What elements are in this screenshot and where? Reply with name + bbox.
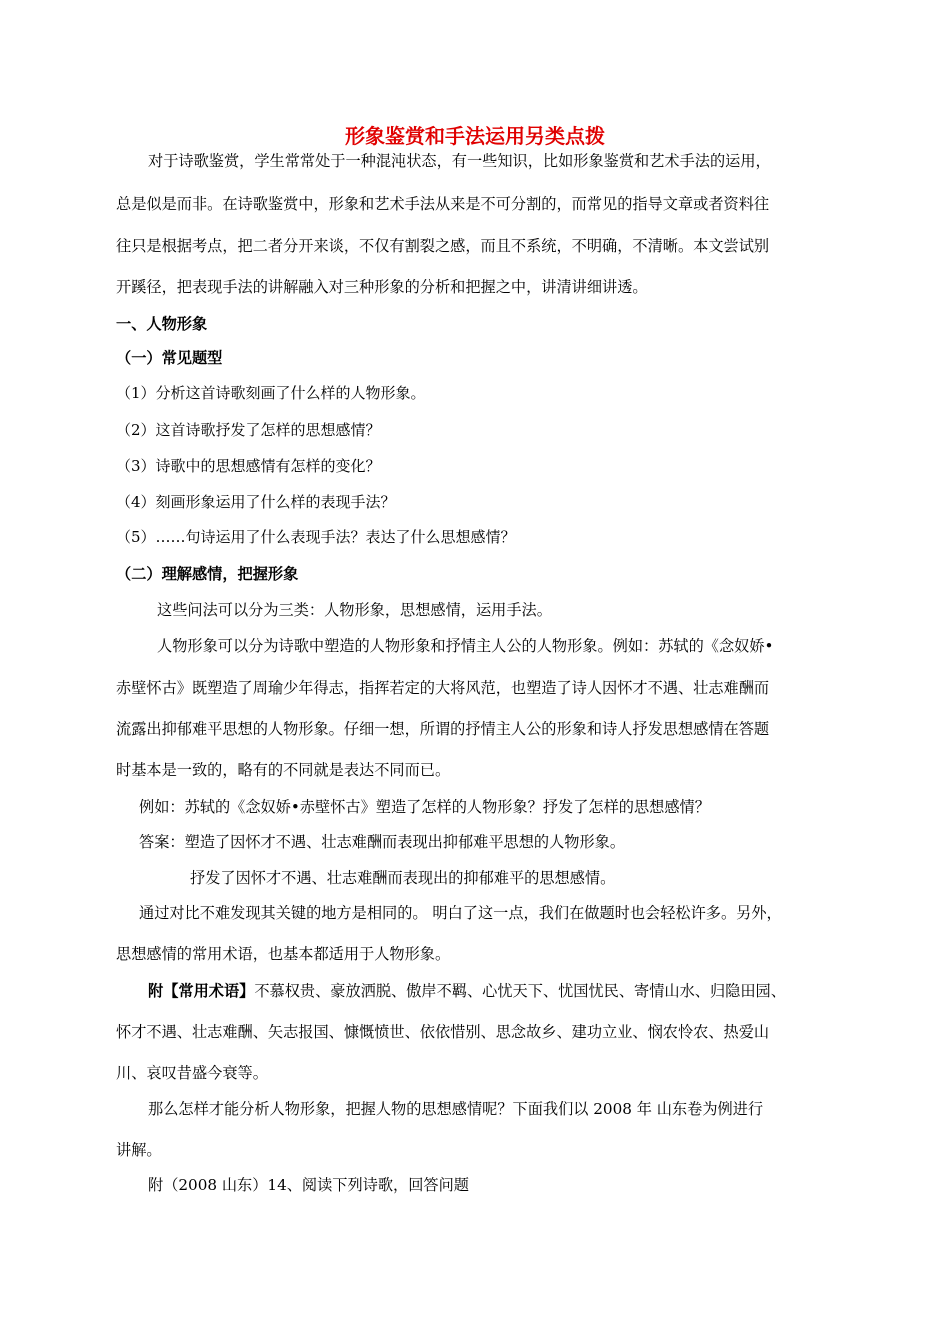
paragraph-line: 人物形象可以分为诗歌中塑造的人物形象和抒情主人公的人物形象。例如：苏轼的《念奴娇• [157,637,774,655]
paragraph-line: 这些问法可以分为三类：人物形象，思想感情，运用手法。 [157,601,552,619]
question-item: （5）……句诗运用了什么表现手法？表达了什么思想感情？ [116,528,516,546]
appendix-line: 附（2008 山东）14、阅读下列诗歌，回答问题 [148,1176,469,1194]
question-item: （3）诗歌中的思想感情有怎样的变化？ [116,457,381,475]
paragraph-line: 那么怎样才能分析人物形象，把握人物的思想感情呢？下面我们以 2008 年 山东卷为例进行 [148,1100,764,1118]
intro-line-4: 开蹊径，把表现手法的讲解融入对三种形象的分析和把握之中，讲清讲细讲透。 [116,278,648,296]
section-heading: 一、人物形象 [116,315,208,333]
subsection-heading: （二）理解感情，把握形象 [116,565,299,583]
paragraph-line: 思想感情的常用术语，也基本都适用于人物形象。 [116,945,451,963]
question-item: （4）刻画形象运用了什么样的表现手法？ [116,493,396,511]
intro-line-1: 对于诗歌鉴赏，学生常常处于一种混沌状态，有一些知识，比如形象鉴赏和艺术手法的运用， [148,152,771,170]
terms-line: 川、哀叹昔盛今衰等。 [116,1064,268,1082]
intro-line-3: 往只是根据考点，把二者分开来谈，不仅有割裂之感，而且不系统，不明确，不清晰。本文尝试别 [116,237,770,255]
paragraph-line: 赤壁怀古》既塑造了周瑜少年得志，指挥若定的大将风范，也塑造了诗人因怀才不遇、壮志难酬而 [116,679,770,697]
paragraph-line: 流露出抑郁难平思想的人物形象。仔细一想，所谓的抒情主人公的形象和诗人抒发思想感情在答题 [116,720,770,738]
terms-label: 附【常用术语】 [148,982,255,1000]
terms-line: 怀才不遇、壮志难酬、矢志报国、慷慨愤世、依依惜别、思念故乡、建功立业、悯农怜农、热爱山 [116,1023,770,1041]
paragraph-line: 通过对比不难发现其关键的地方是相同的。 明白了这一点，我们在做题时也会轻松许多。另外， [139,904,782,922]
paragraph-line: 时基本是一致的，略有的不同就是表达不同而已。 [116,761,451,779]
subsection-heading: （一）常见题型 [116,349,223,367]
paragraph-line: 讲解。 [116,1141,162,1159]
example-question: 例如：苏轼的《念奴娇•赤壁怀古》塑造了怎样的人物形象？抒发了怎样的思想感情？ [139,798,710,816]
question-item: （2）这首诗歌抒发了怎样的思想感情？ [116,421,381,439]
answer-line: 抒发了因怀才不遇、壮志难酬而表现出的抑郁难平的思想感情。 [190,869,616,887]
question-item: （1）分析这首诗歌刻画了什么样的人物形象。 [116,384,426,402]
document-title: 形象鉴赏和手法运用另类点拨 [345,124,605,148]
answer-line: 答案：塑造了因怀才不遇、壮志难酬而表现出抑郁难平思想的人物形象。 [139,833,625,851]
intro-line-2: 总是似是而非。在诗歌鉴赏中，形象和艺术手法从来是不可分割的，而常见的指导文章或者资料往 [116,195,770,213]
terms-text: 不慕权贵、豪放洒脱、傲岸不羁、心忧天下、忧国忧民、寄情山水、归隐田园、 [254,982,786,1000]
terms-line [148,981,873,1001]
